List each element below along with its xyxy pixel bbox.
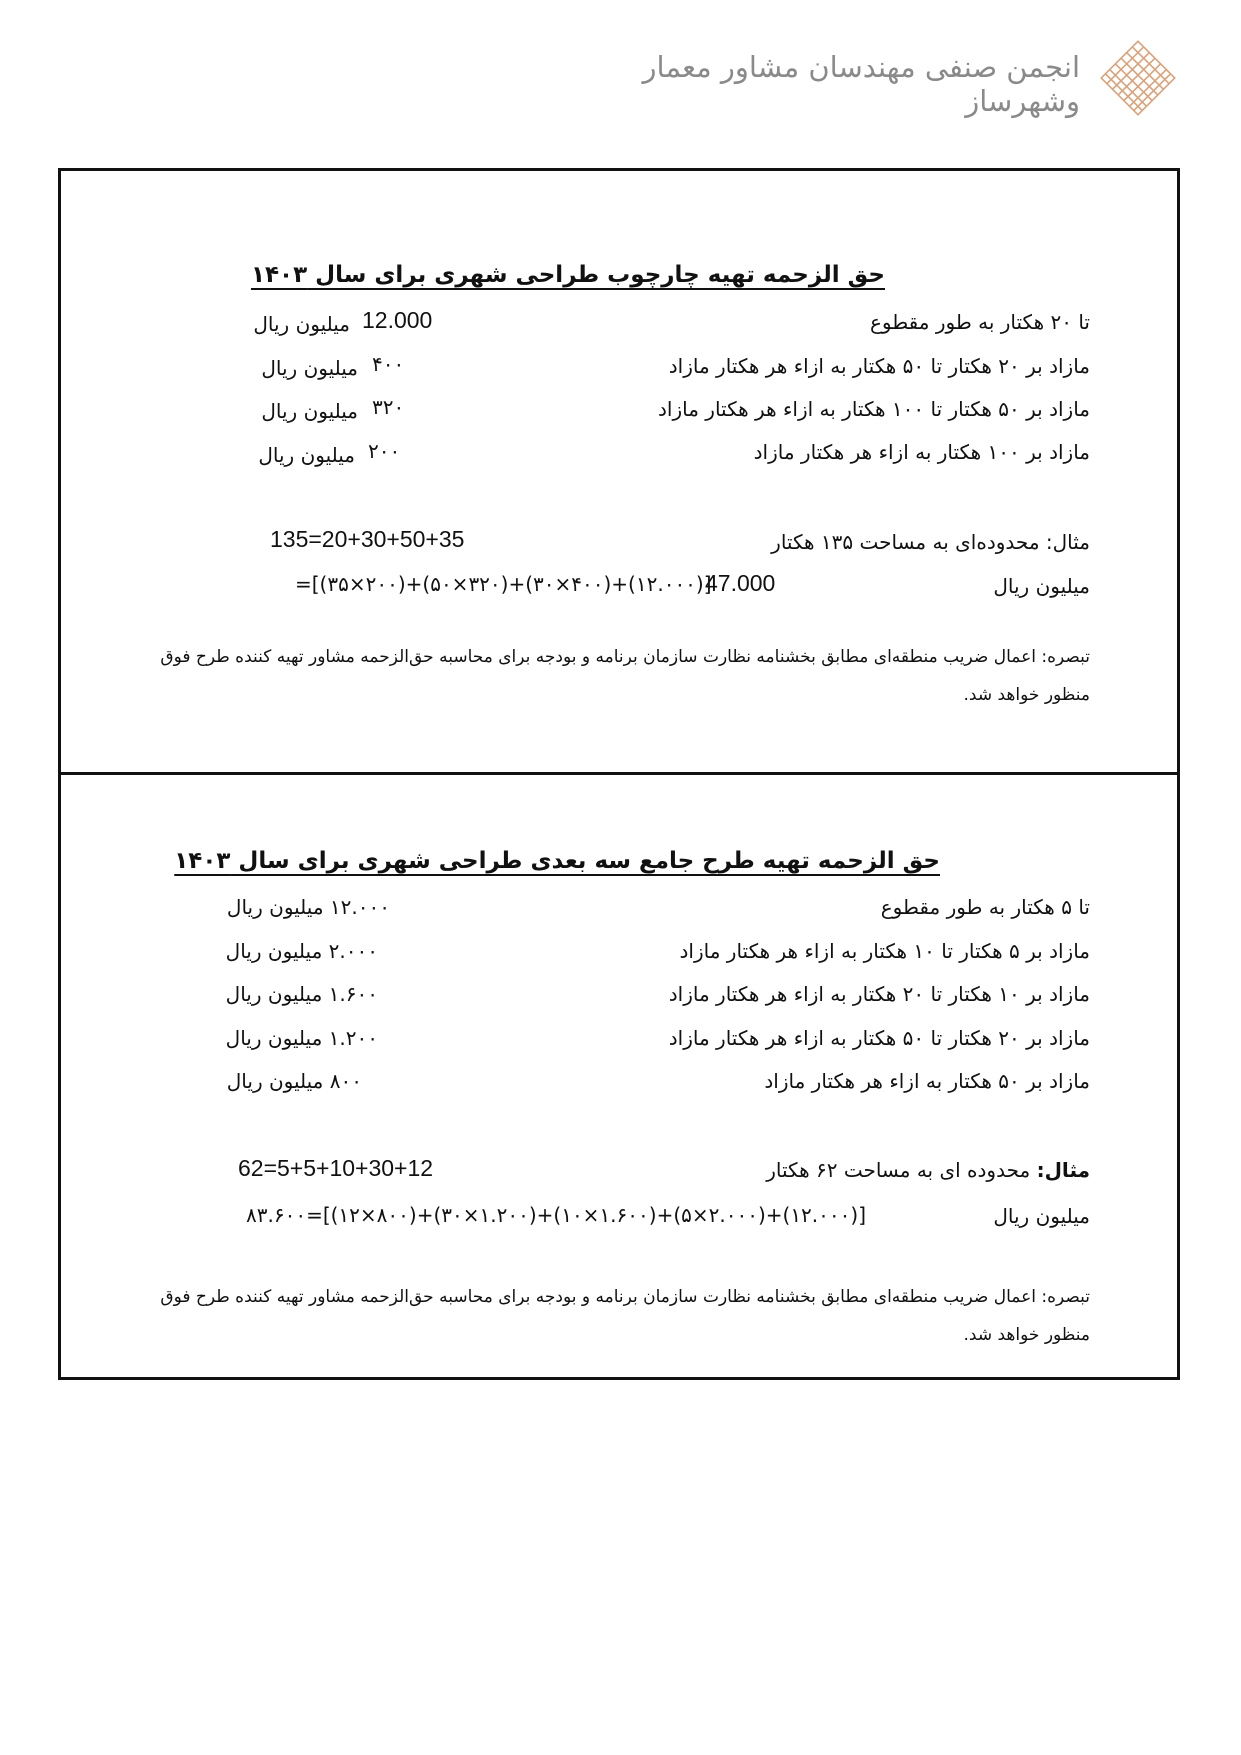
section2-example-label-bold: مثال:: [1036, 1158, 1090, 1182]
section2-example-sum: 62=5+5+10+30+12: [238, 1155, 434, 1181]
section1-row2-unit: میلیون ریال: [261, 356, 358, 380]
section2-row3-label: مازاد بر ۱۰ هکتار تا ۲۰ هکتار به ازاء هر هکتار مازاد: [668, 982, 1090, 1006]
section2-example-label: [660, 1158, 1090, 1182]
section1-row1-amount: 12.000: [362, 307, 433, 333]
section2-row1-label: تا ۵ هکتار به طور مقطوع: [880, 895, 1090, 919]
section1-example-formula: =[(۳۵×۲۰۰)+(۵۰×۳۲۰)+(۳۰×۴۰۰)+(۱۲.۰۰۰)]: [295, 572, 712, 596]
organization-logo: [1098, 38, 1178, 118]
section2-row2-amount: ۲.۰۰۰ میلیون ریال: [225, 939, 378, 963]
section1-row4-label: مازاد بر ۱۰۰ هکتار به ازاء هر هکتار مازاد: [753, 440, 1090, 464]
section1-row2-label: مازاد بر ۲۰ هکتار تا ۵۰ هکتار به ازاء هر هکتار مازاد: [668, 354, 1090, 378]
section2-row1-amount: ۱۲.۰۰۰ میلیون ریال: [226, 895, 390, 919]
section1-row3-label: مازاد بر ۵۰ هکتار تا ۱۰۰ هکتار به ازاء هر هکتار مازاد: [658, 397, 1090, 421]
section2-row3-amount: ۱.۶۰۰ میلیون ریال: [225, 982, 378, 1006]
section2-note-line2: منظور خواهد شد.: [963, 1325, 1090, 1345]
section2-row5-amount: ۸۰۰ میلیون ریال: [226, 1069, 362, 1093]
section2-example-formula: ۸۳.۶۰۰=[(۱۲×۸۰۰)+(۳۰×۱.۲۰۰)+(۱۰×۱.۶۰۰)+(۵×۲.۰۰۰)+(۱۲.۰۰۰)]: [246, 1203, 866, 1227]
section2-row5-label: مازاد بر ۵۰ هکتار به ازاء هر هکتار مازاد: [764, 1069, 1090, 1093]
section1-row3-unit: میلیون ریال: [261, 399, 358, 423]
section2-title: حق الزحمه تهیه طرح جامع سه بعدی طراحی شهری برای سال ۱۴۰۳: [174, 848, 940, 874]
section1-row4-amount: ۲۰۰: [368, 439, 401, 463]
section2-row4-label: مازاد بر ۲۰ هکتار تا ۵۰ هکتار به ازاء هر هکتار مازاد: [668, 1026, 1090, 1050]
section1-example-unit: میلیون ریال: [993, 574, 1090, 598]
section2-example-label-rest: محدوده ای به مساحت ۶۲ هکتار: [766, 1158, 1037, 1182]
section1-row1-label: تا ۲۰ هکتار به طور مقطوع: [869, 310, 1090, 334]
section1-row3-amount: ۳۲۰: [372, 395, 405, 419]
section2-note-line1: تبصره: اعمال ضریب منطقه‌ای مطابق بخشنامه نظارت سازمان برنامه و بودجه برای محاسبه حق‌الزحمه مشاور تهیه کننده طرح فوق: [160, 1287, 1090, 1307]
section1-note-line1: تبصره: اعمال ضریب منطقه‌ای مطابق بخشنامه نظارت سازمان برنامه و بودجه برای محاسبه حق‌الزحمه مشاور تهیه کننده طرح فوق: [160, 647, 1090, 667]
section2-example-unit: میلیون ریال: [993, 1204, 1090, 1228]
section1-note-line2: منظور خواهد شد.: [963, 685, 1090, 705]
organization-title: انجمن صنفی مهندسان مشاور معمار وشهرساز: [642, 50, 1080, 118]
section1-row2-amount: ۴۰۰: [372, 352, 405, 376]
section1-row1-unit: میلیون ریال: [253, 312, 350, 336]
section1-row4-unit: میلیون ریال: [258, 443, 355, 467]
section1-example-total: 47.000: [705, 570, 776, 596]
section1-title: حق الزحمه تهیه چارچوب طراحی شهری برای سال ۱۴۰۳: [250, 262, 885, 288]
section2-row2-label: مازاد بر ۵ هکتار تا ۱۰ هکتار به ازاء هر هکتار مازاد: [679, 939, 1090, 963]
section1-example-label: مثال: محدوده‌ای به مساحت ۱۳۵ هکتار: [771, 530, 1090, 554]
section2-row4-amount: ۱.۲۰۰ میلیون ریال: [225, 1026, 378, 1050]
section1-example-sum: 135=20+30+50+35: [270, 526, 465, 552]
